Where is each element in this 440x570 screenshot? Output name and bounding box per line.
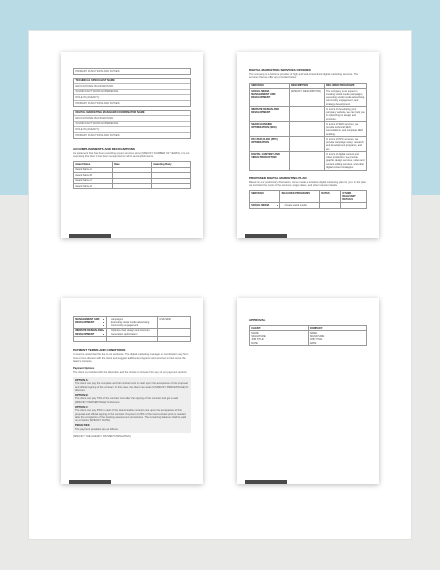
block-row: SIGNIFICANT WORK EXPERIENCE: bbox=[74, 122, 190, 128]
options-intro: The client is provided with the discretion and the choice to choose from any of our payment options: bbox=[73, 371, 188, 375]
table-header-cell: OTHER RELEVANT DETAILS bbox=[341, 191, 367, 203]
programs-cell: The company is an expert in creating social media campaigns, executing social media advertising, community engagement, and strategy development. bbox=[326, 89, 365, 106]
document-page-4 bbox=[237, 298, 379, 484]
option-title: OPTION B: bbox=[75, 394, 89, 398]
description-cell bbox=[289, 137, 324, 152]
payment-options-box bbox=[73, 377, 191, 432]
options-heading: Payment Options bbox=[73, 366, 95, 370]
block-row: ROLE IN [AGENCY]: bbox=[74, 127, 190, 133]
terms-section bbox=[73, 316, 191, 438]
service-cell: MANAGEMENT AND DEVELOPMENT bbox=[74, 317, 107, 329]
program-item: • Generation optimization bbox=[111, 333, 156, 336]
first-duties-row: PRIMARY FUNCTIONS AND DUTIES: bbox=[75, 69, 121, 73]
rate-cell bbox=[158, 337, 191, 342]
field-label: JOB TITLE: bbox=[251, 338, 265, 342]
table-row bbox=[250, 331, 367, 346]
service-cell bbox=[74, 337, 107, 342]
table-row bbox=[250, 89, 367, 107]
plan-text: Based on our preliminary discussion, we've made a tentative digital marketing plan for you. In the plan, we included the costs of the services, target dates, and other relevant details. bbox=[249, 180, 367, 188]
option-text: The client can pay 35% in cash of the determinable contract cost upon the acceptance of this proposal and official signing of the contract. Payment of 25% of the total contract price is needed after the completion of the tracking assessment procedures. The remaining balance shall be paid on or before [SPECIFY DATE]. bbox=[75, 409, 187, 423]
company-label: COMPANY: bbox=[308, 326, 367, 331]
table-header-row bbox=[250, 191, 367, 203]
accomplishments-text: As testament that has been providing expert services since [SPECIFY NUMBER OF YEARS], it is not surprising that their it has been recognized for all its accomplishments. bbox=[73, 151, 190, 158]
service-cell: SOCIAL MEDIA MANAGEMENT AND DEVELOPMENT bbox=[250, 89, 290, 107]
services-intro: The company is a full-time provider of high and well-streamlined digital marketing services. The services that we offer are provided below: bbox=[249, 73, 359, 80]
table-header-cell: INCLUDED PROGRAMS bbox=[324, 83, 366, 88]
penalty-placeholder: [SPECIFY THE AGENCY PAYMENT PENALTIES] bbox=[73, 434, 131, 438]
block-title: DIGITAL MARKETING MANAGER/COORDINATOR NAME bbox=[74, 111, 190, 117]
block-row: PRIMARY FUNCTIONS AND DUTIES: bbox=[75, 101, 121, 105]
client-fields bbox=[250, 331, 309, 346]
company-fields bbox=[308, 331, 367, 346]
programs-cell: In terms of developing your company website, we can help you in optimizing its design and structure. bbox=[326, 108, 365, 121]
page-footer-bar bbox=[69, 480, 111, 484]
plan-program-cell bbox=[280, 203, 320, 208]
first-duties-box bbox=[73, 68, 191, 75]
option-title: OPTION A: bbox=[75, 378, 89, 382]
block-row: SIGNIFICANT WORK EXPERIENCE: bbox=[74, 90, 190, 96]
program-item: • Community engagement bbox=[111, 324, 156, 327]
programs-cell bbox=[106, 317, 157, 329]
service-cell: DIGITAL CONTENT AND VIDEO PRODUCTION bbox=[250, 152, 290, 170]
table-row bbox=[250, 107, 367, 122]
plan-rate-cell bbox=[320, 203, 341, 208]
technical-specialist-box bbox=[73, 78, 191, 107]
table-row bbox=[250, 137, 367, 152]
rate-cell bbox=[158, 328, 191, 337]
description-cell bbox=[289, 152, 324, 170]
personnel-section bbox=[73, 68, 191, 189]
field-label: DATE: bbox=[251, 341, 259, 345]
client-label: CLIENT: bbox=[250, 326, 309, 331]
page-footer-bar bbox=[69, 234, 111, 238]
plan-program-item: • Create social media bbox=[285, 204, 318, 207]
table-row bbox=[250, 152, 367, 170]
programs-cell: In terms of digital content and video production, we provide graphic design services, video and content editing services, and other digital content strategies. bbox=[324, 152, 366, 170]
table-cell: Award Name A bbox=[74, 167, 113, 172]
block-row: ROLE IN [AGENCY]: bbox=[74, 95, 190, 101]
plan-continued-table bbox=[73, 316, 191, 342]
field-label: JOB TITLE: bbox=[309, 338, 323, 342]
table-header-cell: Date bbox=[113, 162, 152, 167]
option-text: The client can pay 70% of the contract cost after the signing of the contract and get a said [SPECIFY PERCENTAGE] % discount. bbox=[75, 397, 178, 404]
block-row: EDUCATIONAL BACKGROUND: bbox=[74, 84, 190, 90]
table-row bbox=[74, 317, 191, 329]
terms-text: It must be noted that the fee is not exclusive. The digital marketing manager or coordinator may from time to time discuss with the client and suggest additional programs and services to best serve the latest's interests. bbox=[73, 353, 189, 364]
programs-cell bbox=[106, 337, 157, 342]
marketing-manager-box bbox=[73, 110, 191, 139]
approval-section bbox=[249, 318, 367, 346]
table-header-cell: DESCRIPTION bbox=[289, 83, 324, 88]
awards-table bbox=[73, 161, 191, 189]
plan-service-cell: SOCIAL MEDIA bbox=[250, 203, 280, 208]
programs-cell: In terms of SEO services, we provide technical SEO, consultations, and complete SEO auditing. bbox=[324, 122, 366, 137]
document-page-1 bbox=[61, 52, 203, 238]
plan-table bbox=[249, 190, 367, 208]
page-footer-bar bbox=[245, 234, 287, 238]
service-cell: WEBSITE DESIGN AND DEVELOPMENT bbox=[250, 107, 290, 122]
plan-heading: PROPOSED DIGITAL MARKETING PLAN bbox=[249, 175, 307, 180]
approval-table bbox=[249, 325, 367, 346]
option-title: PENALTIES: bbox=[75, 424, 91, 428]
services-table bbox=[249, 83, 367, 171]
option-text: The client can pay the complete and full contract cost in cash upon the acceptance of the proposal and official signing of the contract. In this case, the client can avail of [SPECIFY PERCENTAGE] % discount. bbox=[75, 382, 189, 393]
approval-heading: APPROVAL bbox=[249, 318, 266, 322]
description-cell: [SPECIFY DESCRIPTION] bbox=[289, 89, 324, 107]
table-cell: Award Name D bbox=[74, 183, 113, 188]
document-page-3 bbox=[61, 298, 203, 484]
terms-heading: PAYMENT TERMS AND CONDITIONS bbox=[73, 348, 126, 353]
block-row: EDUCATIONAL BACKGROUND: bbox=[74, 116, 190, 122]
block-title: TECHNICAL SPECIALIST NAME bbox=[74, 79, 190, 85]
table-cell: Award Name B bbox=[74, 173, 113, 178]
program-item: • campaigns bbox=[111, 318, 156, 321]
field-label: DATE: bbox=[309, 341, 317, 345]
table-header-cell: Award Name bbox=[74, 162, 113, 167]
program-item: • Executing social media advertising bbox=[111, 321, 156, 324]
table-header-cell: Awarding Body bbox=[152, 162, 191, 167]
field-label: NAME: bbox=[251, 331, 260, 335]
table-cell: Award Name C bbox=[74, 178, 113, 183]
field-label: SIGNATURE: bbox=[251, 335, 267, 339]
service-cell: PAY-PER-CLICK (PPC) OPTIMIZATION bbox=[250, 137, 290, 152]
table-header-cell: INCLUDED PROGRAMS bbox=[280, 191, 320, 203]
description-cell bbox=[289, 122, 324, 137]
table-row bbox=[74, 328, 191, 337]
option-text: The payment penalties are as follows: bbox=[75, 427, 119, 431]
service-cell: WEBSITE DESIGN AND DEVELOPMENT bbox=[74, 328, 107, 337]
description-cell bbox=[289, 107, 324, 122]
program-item: • Optimize their design and structure bbox=[111, 329, 156, 332]
field-label: NAME: bbox=[309, 331, 318, 335]
block-row: PRIMARY FUNCTIONS AND DUTIES: bbox=[75, 133, 121, 137]
field-label: SIGNATURE: bbox=[309, 335, 325, 339]
document-page-2 bbox=[237, 52, 379, 238]
table-row bbox=[74, 337, 191, 342]
table-row bbox=[250, 122, 367, 137]
page-footer-bar bbox=[245, 480, 287, 484]
programs-cell bbox=[106, 328, 157, 337]
rate-cell: USD $100 bbox=[158, 317, 191, 329]
table-row bbox=[250, 203, 367, 208]
plan-details-cell bbox=[341, 203, 367, 208]
service-cell: SEARCH ENGINE OPTIMIZATION (SEO) bbox=[250, 122, 290, 137]
table-header-cell: SERVICES bbox=[250, 83, 290, 88]
services-heading: DIGITAL MARKETING SERVICES OFFERED bbox=[249, 68, 311, 72]
accomplishments-heading: ACCOMPLISHMENTS AND RECOGNITIONS bbox=[73, 146, 135, 151]
programs-cell: In terms of PPC services, we provide campaign setup, research and development programs, and etc. bbox=[324, 137, 366, 152]
table-header-cell: SERVICES bbox=[250, 191, 280, 203]
table-row bbox=[74, 183, 191, 188]
table-header-cell: RATES bbox=[320, 191, 341, 203]
services-section bbox=[249, 68, 367, 209]
option-title: OPTION C: bbox=[75, 405, 89, 409]
